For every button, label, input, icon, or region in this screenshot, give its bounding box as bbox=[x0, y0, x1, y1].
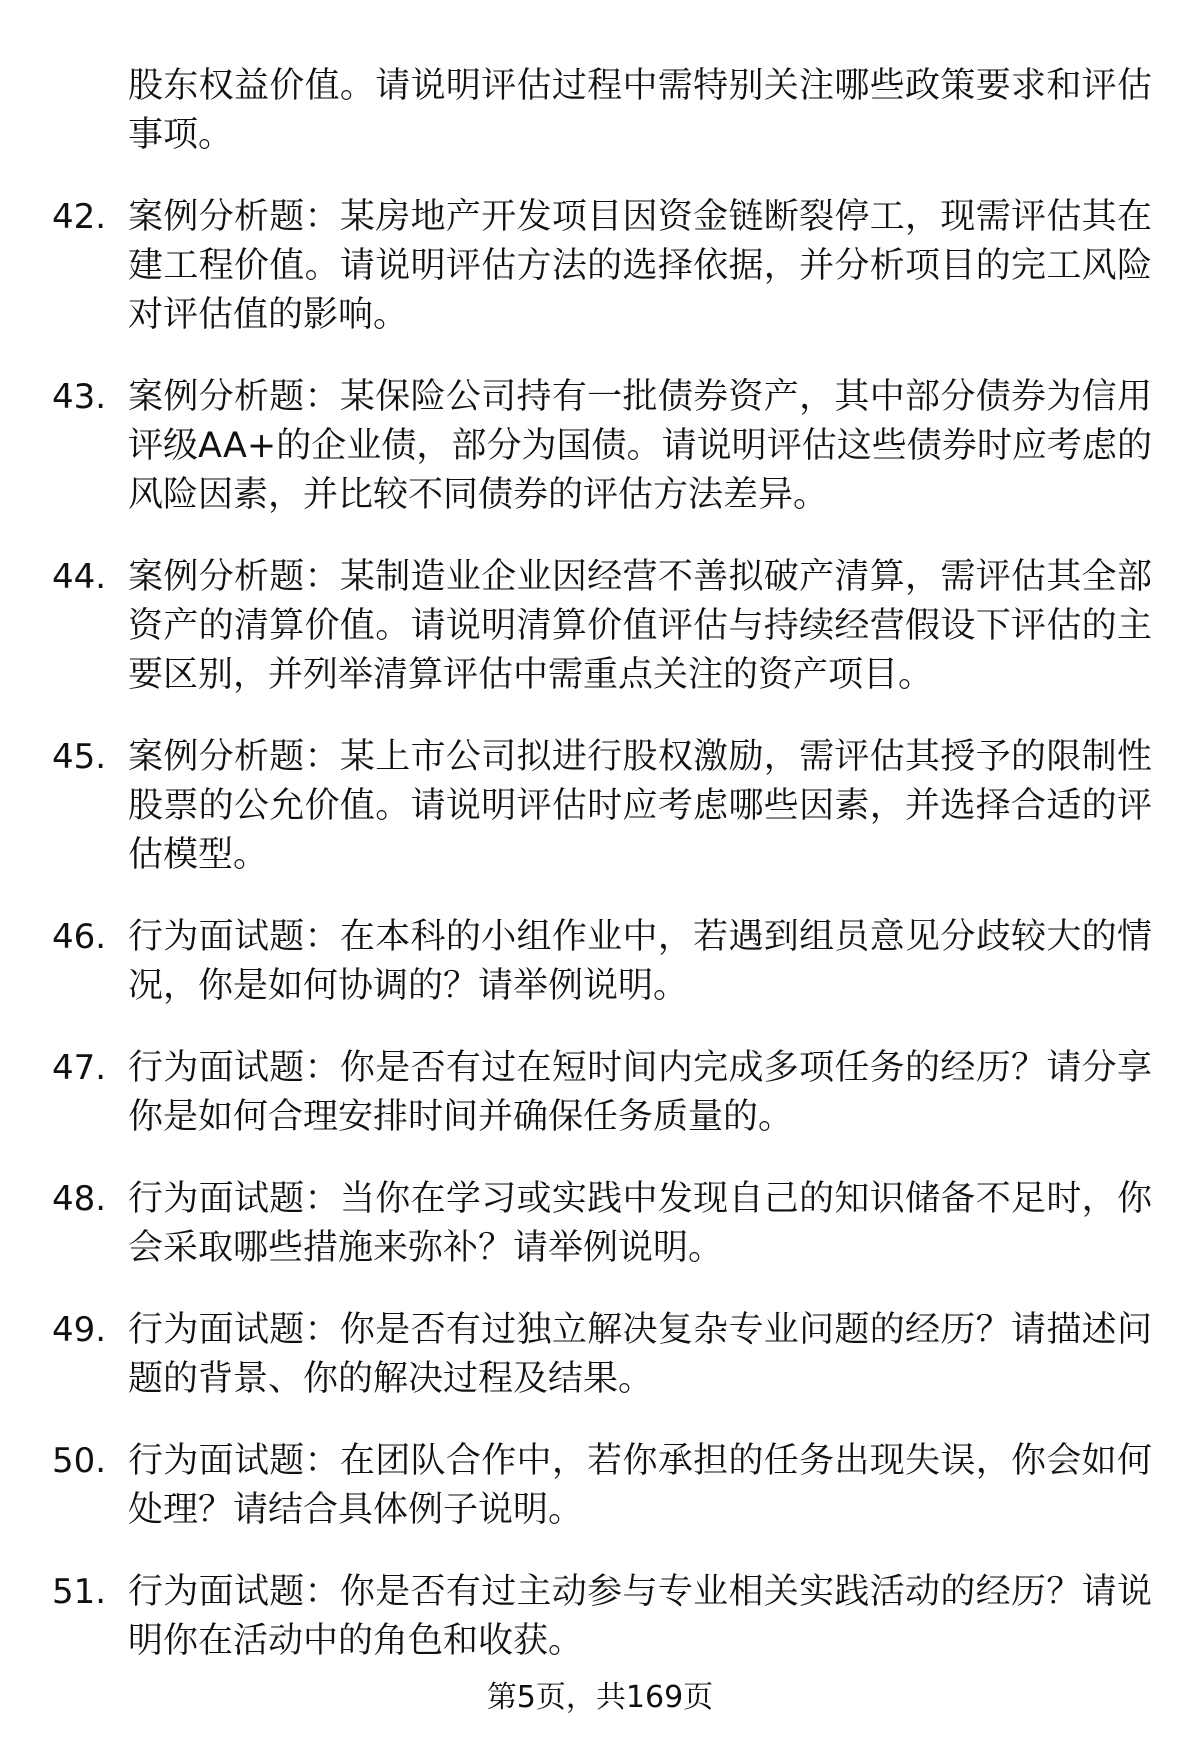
question-text: 行为面试题：在本科的小组作业中，若遇到组员意见分歧较大的情况，你是如何协调的？请举例说明。 bbox=[128, 917, 1152, 1006]
question-text: 行为面试题：当你在学习或实践中发现自己的知识储备不足时，你会采取哪些措施来弥补？请举例说明。 bbox=[128, 1179, 1152, 1268]
question-item bbox=[0, 373, 1200, 520]
question-list bbox=[0, 62, 1200, 1699]
question-text: 案例分析题：某房地产开发项目因资金链断裂停工，现需评估其在建工程价值。请说明评估方法的选择依据，并分析项目的完工风险对评估值的影响。 bbox=[128, 197, 1152, 335]
question-item bbox=[0, 1568, 1200, 1666]
question-item bbox=[0, 1175, 1200, 1273]
question-item bbox=[0, 1437, 1200, 1535]
question-text: 行为面试题：你是否有过独立解决复杂专业问题的经历？请描述问题的背景、你的解决过程及结果。 bbox=[128, 1310, 1152, 1399]
question-text: 案例分析题：某上市公司拟进行股权激励，需评估其授予的限制性股票的公允价值。请说明评估时应考虑哪些因素，并选择合适的评估模型。 bbox=[128, 737, 1152, 875]
question-item bbox=[0, 62, 1200, 160]
page-number: 第5页，共169页 bbox=[486, 1680, 714, 1715]
question-text: 案例分析题：某制造业企业因经营不善拟破产清算，需评估其全部资产的清算价值。请说明清算价值评估与持续经营假设下评估的主要区别，并列举清算评估中需重点关注的资产项目。 bbox=[128, 557, 1152, 695]
question-text: 行为面试题：你是否有过主动参与专业相关实践活动的经历？请说明你在活动中的角色和收获。 bbox=[128, 1572, 1152, 1661]
question-number: 48. bbox=[52, 1179, 107, 1219]
question-item bbox=[0, 733, 1200, 880]
question-item bbox=[0, 553, 1200, 700]
question-text: 股东权益价值。请说明评估过程中需特别关注哪些政策要求和评估事项。 bbox=[128, 66, 1152, 155]
question-text: 案例分析题：某保险公司持有一批债券资产，其中部分债券为信用评级AA+的企业债，部分为国债。请说明评估这些债券时应考虑的风险因素，并比较不同债券的评估方法差异。 bbox=[128, 377, 1152, 515]
question-number: 51. bbox=[52, 1572, 107, 1612]
question-item bbox=[0, 913, 1200, 1011]
question-item bbox=[0, 193, 1200, 340]
question-number: 50. bbox=[52, 1441, 107, 1481]
question-number: 45. bbox=[52, 737, 107, 777]
question-number: 47. bbox=[52, 1048, 107, 1088]
question-number: 46. bbox=[52, 917, 107, 957]
question-text: 行为面试题：在团队合作中，若你承担的任务出现失误，你会如何处理？请结合具体例子说明。 bbox=[128, 1441, 1152, 1530]
question-number: 44. bbox=[52, 557, 107, 597]
question-number: 49. bbox=[52, 1310, 107, 1350]
question-number: 43. bbox=[52, 377, 107, 417]
question-item bbox=[0, 1044, 1200, 1142]
question-text: 行为面试题：你是否有过在短时间内完成多项任务的经历？请分享你是如何合理安排时间并确保任务质量的。 bbox=[128, 1048, 1152, 1137]
question-number: 42. bbox=[52, 197, 107, 237]
question-item bbox=[0, 1306, 1200, 1404]
